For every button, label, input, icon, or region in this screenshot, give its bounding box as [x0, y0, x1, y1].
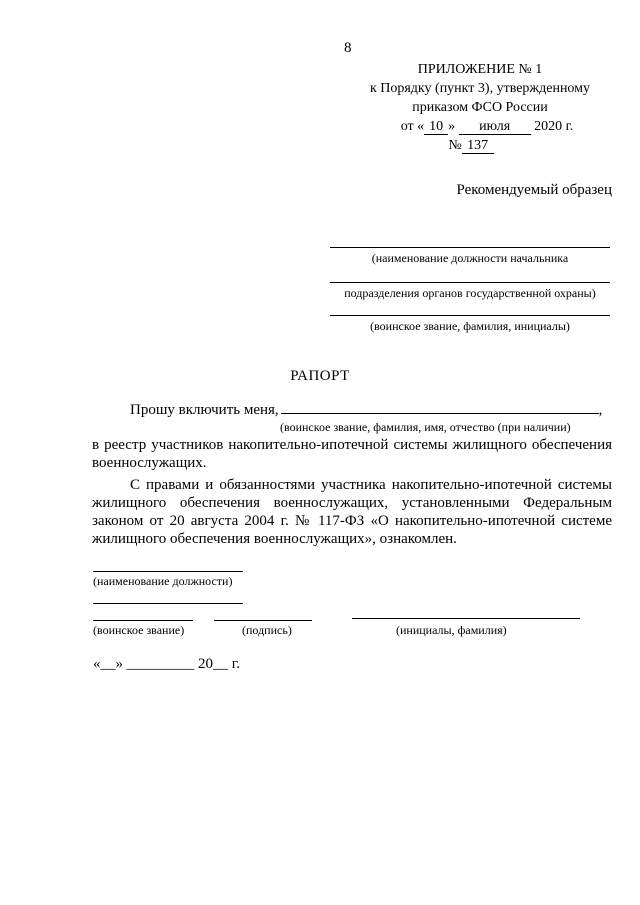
addressee-line-3 [330, 315, 610, 316]
appendix-date [355, 117, 605, 136]
appendix-month: июля [459, 120, 531, 135]
date-year-blank: __ [213, 656, 228, 672]
position-line-2 [93, 603, 243, 604]
addressee-block-2 [330, 282, 610, 301]
date-open-quote: « [93, 656, 101, 672]
addressee-block [330, 247, 610, 266]
date-close-quote: » [115, 656, 123, 672]
date-line [93, 656, 240, 673]
request-name-field [281, 401, 599, 414]
appendix-quote-close: » [448, 119, 456, 134]
appendix-day: 10 [424, 120, 448, 135]
name-line [352, 618, 580, 619]
request-lead: Прошу включить меня, [130, 402, 279, 418]
addressee-block-3 [330, 315, 610, 334]
position-caption: (наименование должности) [93, 574, 233, 588]
request-caption: (воинское звание, фамилия, имя, отчество (при наличии) [280, 420, 571, 434]
addressee-caption-2: подразделения органов государственной охраны) [344, 286, 596, 300]
signature-caption: (подпись) [242, 623, 292, 637]
appendix-decree: приказом ФСО России [412, 100, 548, 115]
rank-caption: (воинское звание) [93, 623, 185, 637]
request-continuation: в реестр участников накопительно-ипотечной системы жилищного обеспечения военнослужащих. [92, 437, 612, 471]
addressee-caption-3: (воинское звание, фамилия, инициалы) [370, 319, 570, 333]
addressee-caption-1: (наименование должности начальника [371, 251, 569, 265]
appendix-header [355, 60, 605, 155]
appendix-number-value: 137 [462, 139, 494, 154]
position-line [93, 571, 243, 572]
request-line [130, 401, 602, 419]
document-title: РАПОРТ [290, 368, 350, 384]
request-comma: , [598, 402, 603, 418]
rank-line [93, 620, 193, 621]
appendix-number [355, 136, 605, 155]
acknowledgement-paragraph: С правами и обязанностями участника накопительно-ипотечной системы жилищного обеспечения военнослужащих, установленными Федеральным законом от 20 августа 2004 г. № 117-ФЗ «О накопительно-ипотечной системе жилищного обеспечения военнослужащих», ознакомлен. [92, 477, 612, 547]
date-year-suffix: г. [231, 656, 240, 672]
date-year-prefix: 20 [198, 656, 213, 672]
name-caption: (инициалы, фамилия) [396, 623, 507, 637]
appendix-title: ПРИЛОЖЕНИЕ № 1 [417, 62, 543, 77]
appendix-order-reference: к Порядку (пункт 3), утвержденному [369, 81, 591, 96]
date-month-blank: _________ [126, 656, 195, 672]
appendix-year: 2020 г. [534, 119, 574, 134]
appendix-number-prefix: № [448, 138, 462, 153]
appendix-date-prefix: от « [400, 119, 425, 134]
signature-line [214, 620, 312, 621]
addressee-line-1 [330, 247, 610, 248]
addressee-line-2 [330, 282, 610, 283]
date-day-blank: __ [100, 656, 116, 672]
page-number: 8 [344, 40, 352, 56]
sample-label: Рекомендуемый образец [456, 182, 612, 198]
